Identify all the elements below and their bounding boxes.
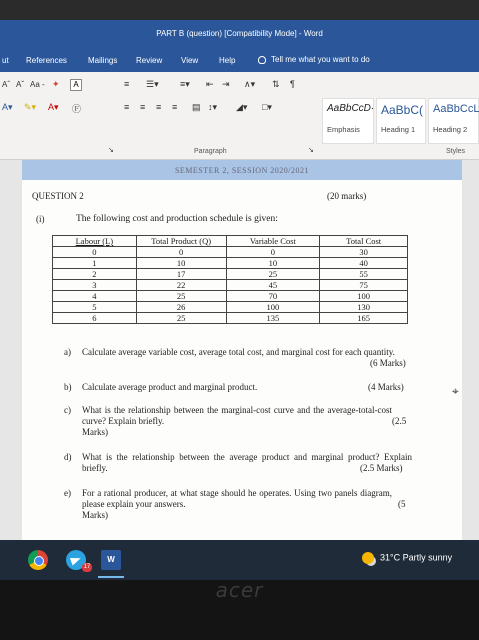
item-label: b) <box>64 382 72 392</box>
style-emphasis[interactable] <box>322 98 374 144</box>
font-dialog-launcher-icon[interactable]: ↘ <box>108 147 114 154</box>
screen <box>0 20 479 570</box>
cell: 10 <box>226 258 320 269</box>
enclose-char-icon[interactable]: Ⓕ <box>72 104 82 114</box>
page-header-band <box>22 160 462 180</box>
table-row <box>53 258 408 269</box>
chrome-icon[interactable] <box>28 550 48 570</box>
table-row <box>53 302 408 313</box>
menu-bar <box>0 48 479 72</box>
numbering-icon[interactable]: ☰▾ <box>146 79 159 89</box>
cell: 0 <box>53 247 137 258</box>
item-marks: (5 <box>398 499 406 509</box>
style-sample: AaBbCcL <box>433 103 479 115</box>
multilevel-list-icon[interactable]: ≡▾ <box>180 79 190 89</box>
header-total-cost: Total Cost <box>320 236 408 247</box>
cell: 1 <box>53 258 137 269</box>
table-header-row <box>53 236 408 247</box>
cell: 0 <box>136 247 226 258</box>
bezel-top <box>0 0 479 20</box>
page-header: SEMESTER 2, SESSION 2020/2021 <box>174 166 310 175</box>
cell: 45 <box>226 280 320 291</box>
style-sample: AaBbC( <box>381 103 424 117</box>
item-text: Calculate average variable cost, average total cost, and marginal cost for each quantity. <box>82 347 395 357</box>
table-row <box>53 269 408 280</box>
schedule-table <box>52 235 408 324</box>
lightbulb-icon <box>258 56 266 64</box>
item-text: For a rational producer, at what stage should he operates. Using two panels diagram, please explain your answers. <box>82 488 392 509</box>
text-effects-icon[interactable]: A▾ <box>2 102 13 112</box>
item-marks: (2.5 <box>392 416 407 426</box>
style-name: Heading 1 <box>381 125 416 134</box>
text-cursor-icon: ⌖ <box>452 384 459 398</box>
style-sample: AaBbCcD· <box>327 103 375 114</box>
cell: 100 <box>226 302 320 313</box>
question-title: QUESTION 2 <box>32 191 84 201</box>
item-label: d) <box>64 452 72 462</box>
document-area <box>0 160 479 540</box>
table-row <box>53 280 408 291</box>
window-title: PART B (question) [Compatibility Mode] - Word <box>156 29 323 38</box>
line-spacing-icon[interactable]: ↕▾ <box>208 102 218 112</box>
header-labour: Labour (L) <box>53 236 137 247</box>
cell: 22 <box>136 280 226 291</box>
word-icon[interactable]: W <box>101 550 121 570</box>
styles-group-label: Styles <box>446 148 466 155</box>
tab-view[interactable]: View <box>181 56 199 65</box>
cell: 5 <box>53 302 137 313</box>
style-heading-2[interactable] <box>428 98 479 144</box>
shrink-font-button[interactable]: Aˇ <box>16 80 24 89</box>
cell: 25 <box>136 313 226 324</box>
partly-sunny-icon <box>362 552 374 564</box>
style-heading-1[interactable] <box>376 98 426 144</box>
bullets-icon[interactable]: ≡ <box>124 79 130 89</box>
tell-me-label: Tell me what you want to do <box>271 55 370 64</box>
item-label: c) <box>64 405 71 415</box>
asian-layout-icon[interactable]: ∧▾ <box>244 79 256 89</box>
tell-me-search[interactable] <box>258 55 370 64</box>
cell: 55 <box>320 269 408 280</box>
increase-indent-icon[interactable]: ⇥ <box>222 79 230 89</box>
part-numeral: (i) <box>36 214 45 224</box>
table-row <box>53 313 408 324</box>
cell: 25 <box>136 291 226 302</box>
grow-font-button[interactable]: Aˆ <box>2 80 10 89</box>
distributed-icon[interactable]: ▤ <box>192 102 201 112</box>
item-text: Calculate average product and marginal product. <box>82 382 258 392</box>
item-marks-cont: Marks) <box>82 510 108 520</box>
cell: 4 <box>53 291 137 302</box>
decrease-indent-icon[interactable]: ⇤ <box>206 79 214 89</box>
align-left-icon[interactable]: ≡ <box>124 102 130 112</box>
show-formatting-icon[interactable]: ¶ <box>290 79 295 89</box>
cell: 3 <box>53 280 137 291</box>
cell: 25 <box>226 269 320 280</box>
paragraph-group-label: Paragraph <box>194 148 227 155</box>
item-text: What is the relationship between the marginal-cost curve and the average-total-cost curve? Explain briefly. <box>82 405 392 426</box>
cell: 165 <box>320 313 408 324</box>
tab-layout[interactable]: ut <box>2 56 9 65</box>
item-label: e) <box>64 488 71 498</box>
tab-review[interactable]: Review <box>136 56 163 65</box>
cell: 0 <box>226 247 320 258</box>
cell: 17 <box>136 269 226 280</box>
cell: 2 <box>53 269 137 280</box>
tab-references[interactable]: References <box>26 56 67 65</box>
header-variable-cost: Variable Cost <box>226 236 320 247</box>
table-row <box>53 247 408 258</box>
justify-icon[interactable]: ≡ <box>172 102 178 112</box>
item-marks: (2.5 Marks) <box>360 463 403 473</box>
taskbar <box>0 540 479 580</box>
tab-help[interactable]: Help <box>219 56 236 65</box>
font-color-icon[interactable]: A▾ <box>48 102 59 112</box>
borders-icon[interactable]: □▾ <box>262 102 272 112</box>
item-marks: (4 Marks) <box>368 382 404 392</box>
cell: 40 <box>320 258 408 269</box>
clear-format-icon[interactable]: ✦ <box>52 79 60 89</box>
cell: 30 <box>320 247 408 258</box>
cell: 6 <box>53 313 137 324</box>
shading-icon[interactable]: ◢▾ <box>236 102 248 112</box>
style-name: Heading 2 <box>433 125 468 134</box>
paragraph-dialog-launcher-icon[interactable]: ↘ <box>308 147 314 154</box>
cell: 75 <box>320 280 408 291</box>
header-total-product: Total Product (Q) <box>136 236 226 247</box>
cell: 10 <box>136 258 226 269</box>
question-intro: The following cost and production schedule is given: <box>76 214 278 224</box>
weather-text: 31°C Partly sunny <box>380 552 453 563</box>
notification-badge: 17 <box>83 564 91 570</box>
highlight-icon[interactable]: ✎▾ <box>24 102 37 112</box>
char-border-button[interactable]: A <box>70 79 82 91</box>
align-center-icon[interactable]: ≡ <box>140 102 146 112</box>
cell: 70 <box>226 291 320 302</box>
align-right-icon[interactable]: ≡ <box>156 102 162 112</box>
item-label: a) <box>64 347 71 357</box>
table-row <box>53 291 408 302</box>
item-marks-cont: Marks) <box>82 427 108 437</box>
monitor-brand-logo: acer <box>215 578 264 602</box>
ribbon <box>0 72 479 160</box>
item-marks: (6 Marks) <box>370 358 406 368</box>
cell: 26 <box>136 302 226 313</box>
question-marks: (20 marks) <box>327 191 367 201</box>
title-bar <box>0 20 479 48</box>
change-case-button[interactable]: Aa - <box>30 80 45 89</box>
tab-mailings[interactable]: Mailings <box>88 56 118 65</box>
cell: 130 <box>320 302 408 313</box>
cell: 100 <box>320 291 408 302</box>
document-page[interactable] <box>22 160 462 540</box>
weather-widget[interactable] <box>362 552 452 564</box>
item-text: What is the relationship between the average product and marginal product? Explain briefly. <box>82 452 412 473</box>
cell: 135 <box>226 313 320 324</box>
sort-icon[interactable]: ⇅ <box>272 79 280 89</box>
style-name: Emphasis <box>327 125 360 134</box>
